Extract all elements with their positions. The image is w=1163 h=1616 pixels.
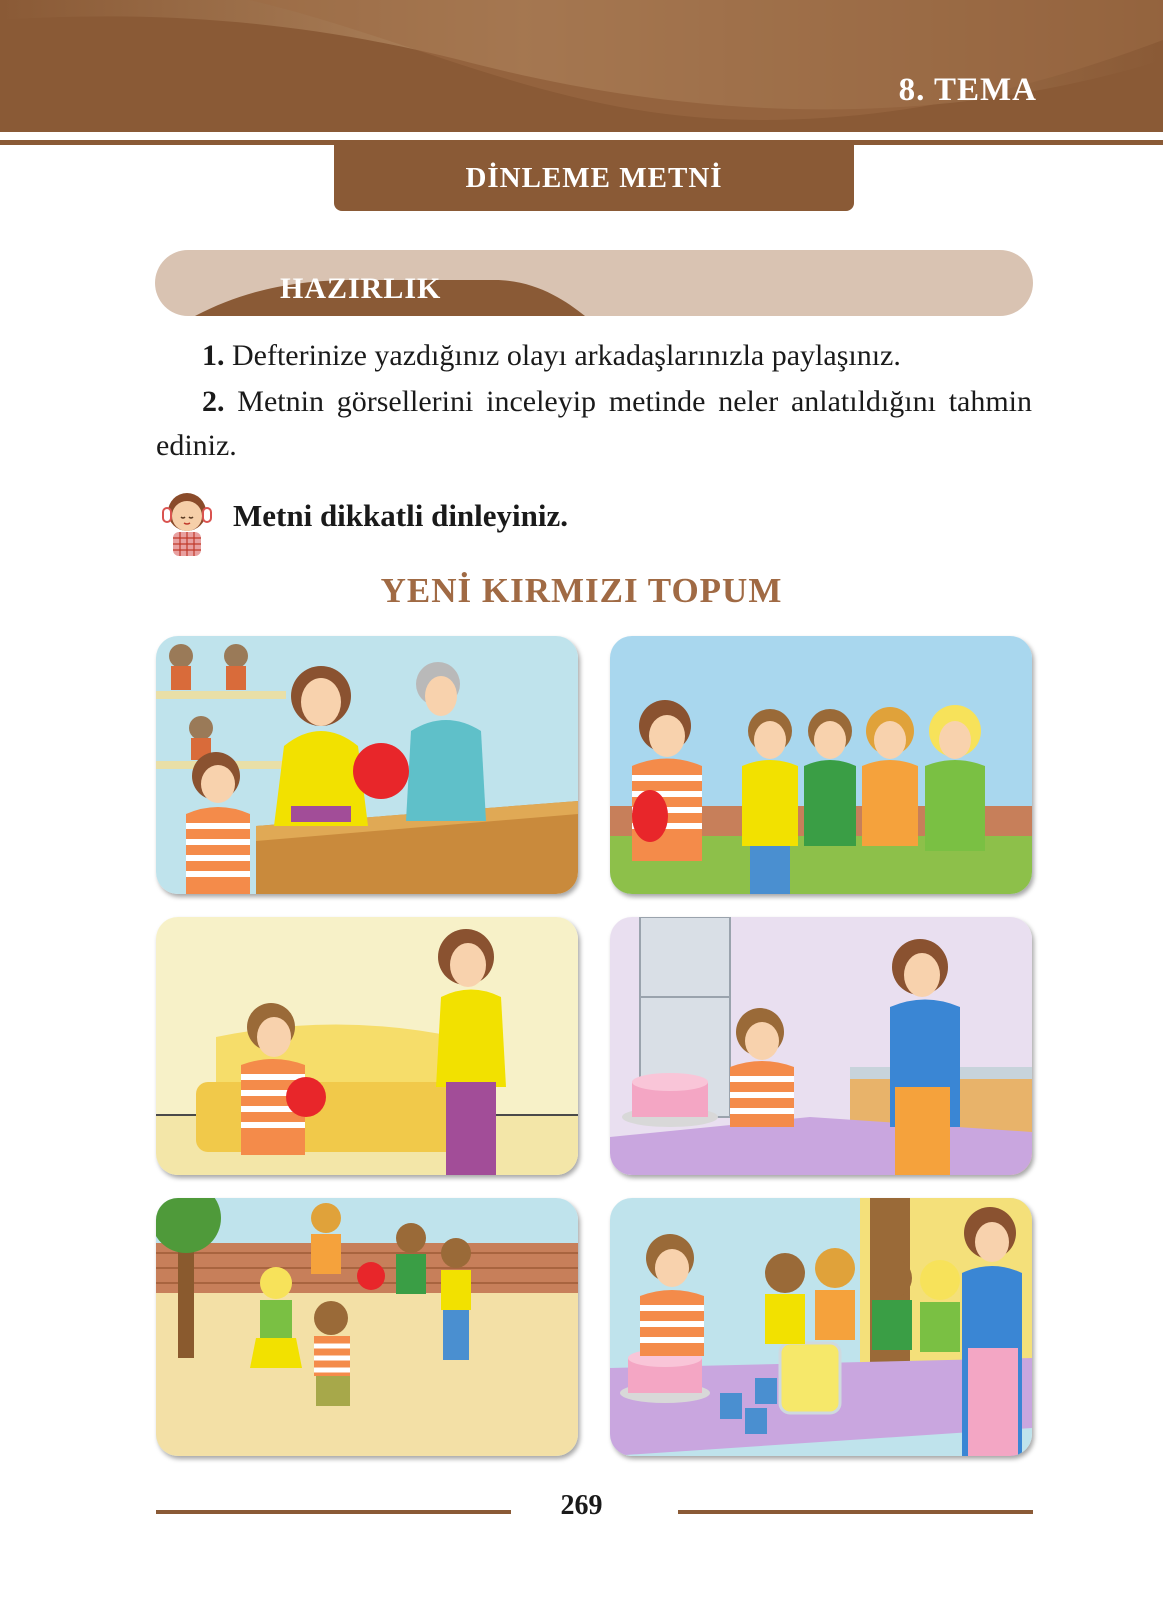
page-number: 269 — [560, 1490, 603, 1521]
story-illustration-5 — [156, 1198, 578, 1456]
story-illustration-6 — [610, 1198, 1032, 1456]
story-illustration-1 — [156, 636, 578, 894]
section-title: DİNLEME METNİ — [334, 145, 854, 211]
listening-instruction: Metni dikkatli dinleyiniz. — [233, 498, 569, 533]
story-illustration-3 — [156, 917, 578, 1175]
child-with-headphones-icon — [157, 490, 217, 562]
instruction-number: 2. — [202, 385, 225, 418]
story-illustration-2 — [610, 636, 1032, 894]
story-illustration-4 — [610, 917, 1032, 1175]
instruction-text: Defterinize yazdığınız olayı arkadaşlarınızla paylaşınız. — [232, 339, 901, 372]
instruction-number: 1. — [202, 339, 225, 372]
preparation-bar — [155, 250, 1033, 316]
story-title: YENİ KIRMIZI TOPUM — [380, 571, 783, 610]
preparation-title: HAZIRLIK — [280, 272, 442, 305]
theme-label: 8. TEMA — [898, 72, 1037, 108]
instruction-item-2 — [156, 380, 1032, 468]
instruction-text: Metnin görsellerini inceleyip metinde neler anlatıldığını tahmin ediniz. — [156, 385, 1033, 462]
instruction-item-1 — [156, 334, 1032, 378]
